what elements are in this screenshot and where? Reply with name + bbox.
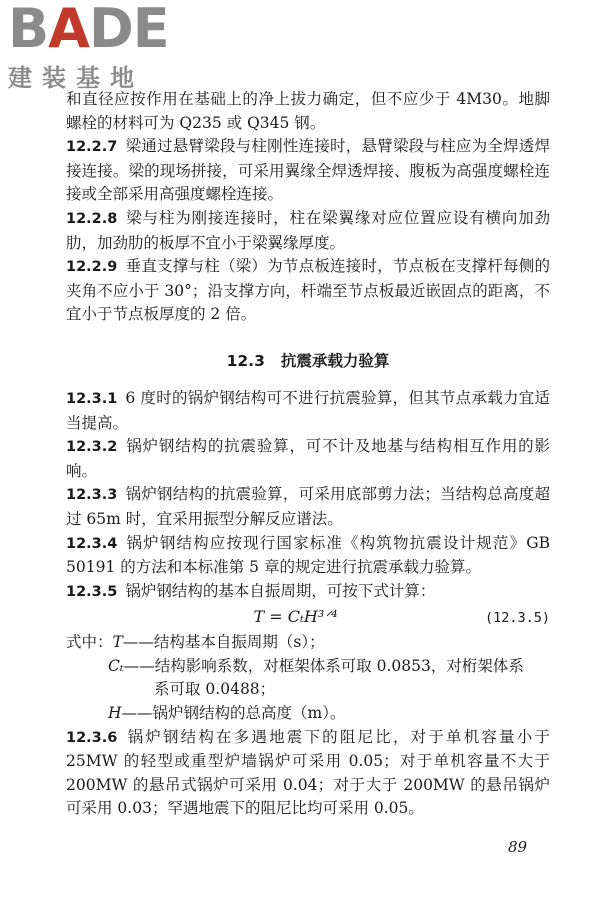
clause-text: 锅炉钢结构应按现行国家标准《构筑物抗震设计规范》GB 50191 的方法和本标准第 5 章的规定进行抗震承载力验算。 [66, 533, 550, 577]
clause-text: 锅炉钢结构在多遇地震下的阻尼比，对于单机容量小于 25MW 的轻型或重型炉墙锅炉可采用 0.05；对于单机容量不大于 200MW 的悬吊式锅炉可采用 0.04；对于大于 200MW 的悬吊锅炉可采用 0.03；罕遇地震下的阻尼比均可采用 0.05。 [66, 727, 550, 818]
clause-text: 锅炉钢结构的基本自振周期，可按下式计算： [125, 581, 436, 600]
definition-symbol: Cₜ [108, 656, 124, 675]
definition-lead: 式中： [66, 633, 113, 652]
clause-12-2-7 [66, 135, 550, 207]
watermark-wordmark: BADE [8, 0, 169, 60]
clause-12-2-9 [66, 255, 550, 327]
section-title: 抗震承载力验算 [280, 351, 390, 370]
paragraph-continuation: 和直径应按作用在基础上的净上拔力确定，但不应少于 4M30。地脚螺栓的材料可为 Q235 或 Q345 钢。 [66, 90, 550, 132]
definition-ct-continuation: 系可取 0.0488； [154, 680, 276, 699]
definition-text: ——锅炉钢结构的总高度（m）。 [121, 704, 346, 723]
page-number: 89 [508, 838, 528, 856]
clause-number: 12.3.4 [66, 535, 118, 552]
definition-h [66, 702, 550, 726]
watermark-logo [8, 0, 169, 93]
formula-number: (12.3.5) [484, 610, 550, 627]
clause-number: 12.2.7 [66, 139, 118, 156]
clause-number: 12.3.1 [66, 390, 118, 407]
clause-number: 12.2.8 [66, 210, 118, 227]
clause-12-3-2 [66, 435, 550, 483]
clause-text: 梁通过悬臂梁段与柱刚性连接时，悬臂梁段与柱应为全焊透焊接连接。梁的现场拼接，可采用翼缘全焊透焊接、腹板为高强度螺栓连接或全部采用高强度螺栓连接。 [66, 137, 550, 204]
definition-text: ——结构基本自振周期（s）； [122, 633, 325, 652]
formula-row [66, 604, 550, 631]
clause-text: 梁与柱为刚接连接时，柱在梁翼缘对应位置应设有横向加劲肋，加劲肋的板厚不宜小于梁翼缘厚度。 [66, 208, 550, 252]
definition-text: ——结构影响系数，对框架体系可取 0.0853，对桁架体系 [123, 656, 524, 675]
clause-12-3-1 [66, 387, 550, 435]
clause-12-3-5 [66, 580, 550, 605]
clause-number: 12.3.6 [66, 729, 118, 746]
clause-12-2-8 [66, 207, 550, 255]
definition-symbol: T [112, 633, 123, 652]
clause-12-3-4 [66, 532, 550, 580]
definition-t [66, 631, 550, 655]
definition-ct [66, 655, 550, 679]
clause-number: 12.3.5 [66, 583, 118, 600]
clause-number: 12.3.3 [66, 487, 118, 504]
document-body [66, 88, 550, 821]
clause-12-3-3 [66, 483, 550, 531]
definition-symbol: H [108, 704, 122, 723]
clause-number: 12.3.2 [66, 439, 118, 456]
section-heading [66, 349, 550, 371]
clause-text: 锅炉钢结构的抗震验算，可不计及地基与结构相互作用的影响。 [66, 437, 550, 480]
clause-text: 6 度时的锅炉钢结构可不进行抗震验算，但其节点承载力宜适当提高。 [66, 388, 550, 432]
clause-text: 垂直支撑与柱（梁）为节点板连接时，节点板在支撑杆每侧的夹角不应小于 30°；沿支撑方向，杆端至节点板最近嵌固点的距离，不宜小于节点板厚度的 2 倍。 [66, 257, 550, 324]
watermark-subtitle: 建装基地 [8, 64, 144, 92]
clause-text: 锅炉钢结构的抗震验算，可采用底部剪力法；当结构总高度超过 65m 时，宜采用振型分解反应谱法。 [66, 485, 550, 528]
section-number: 12.3 [226, 351, 265, 370]
clause-number: 12.2.9 [66, 259, 118, 276]
clause-12-3-6 [66, 726, 550, 821]
formula-expression: T = CₜH³ᐟ⁴ [253, 607, 338, 627]
